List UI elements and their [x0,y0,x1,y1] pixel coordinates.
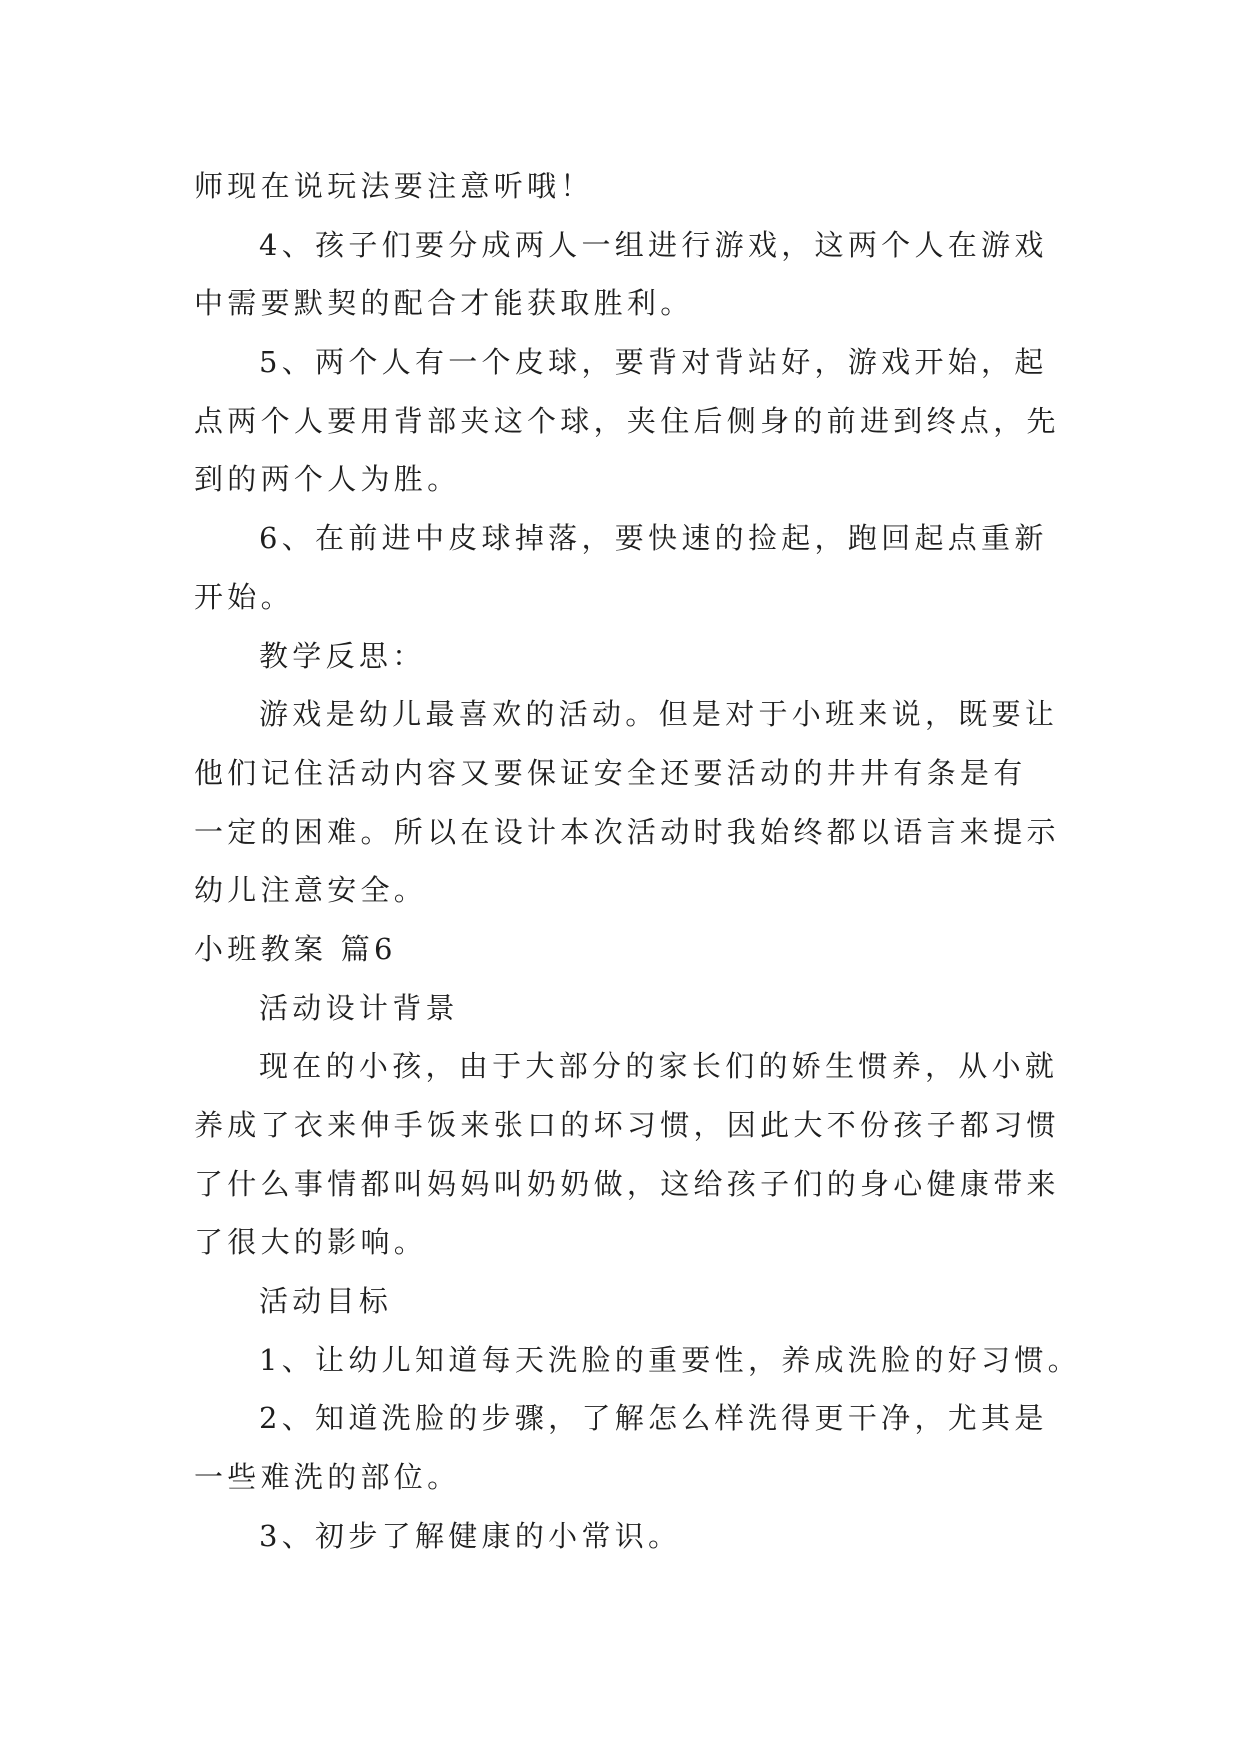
section-heading-text: 小班教案 篇6 [194,931,397,966]
paragraph-line: 到的两个人为胜。 [194,462,461,497]
paragraph-goal-3 [194,1507,1094,1566]
paragraph-line: 了什么事情都叫妈妈叫奶奶做，这给孩子们的身心健康带来 [194,1166,1060,1201]
paragraph-rule-5 [194,333,1094,509]
paragraph-line: 1、让幼儿知道每天洗脸的重要性，养成洗脸的好习惯。 [259,1342,1081,1377]
subheading-goals [194,1272,1094,1331]
subheading-text: 活动设计背景 [259,990,459,1025]
paragraph-background [194,1037,1094,1272]
paragraph-rule-6 [194,509,1094,626]
paragraph-goal-2 [194,1389,1094,1506]
subheading-background [194,979,1094,1038]
paragraph-line: 了很大的影响。 [194,1225,428,1260]
paragraph-line: 师现在说玩法要注意听哦！ [194,169,594,203]
paragraph-line: 5、两个人有一个皮球，要背对背站好，游戏开始，起 [259,345,1048,380]
paragraph-line: 一定的困难。所以在设计本次活动时我始终都以语言来提示 [194,814,1060,849]
section-heading [194,920,1094,979]
paragraph-line: 他们记住活动内容又要保证安全还要活动的井井有条是有 [194,755,1027,790]
paragraph-line: 开始。 [194,579,294,614]
paragraph-goal-1 [194,1331,1094,1390]
paragraph-line: 中需要默契的配合才能获取胜利。 [194,286,694,321]
document-body [194,157,1094,1566]
paragraph-line: 游戏是幼儿最喜欢的活动。但是对于小班来说，既要让 [259,697,1059,732]
paragraph-line: 点两个人要用背部夹这个球，夹住后侧身的前进到终点，先 [194,403,1060,438]
paragraph-line: 养成了衣来伸手饭来张口的坏习惯，因此大不份孩子都习惯 [194,1108,1060,1142]
paragraph-continuation [194,157,1094,216]
paragraph-line: 2、知道洗脸的步骤，了解怎么样洗得更干净，尤其是 [259,1401,1048,1436]
subheading-reflection [194,627,1094,686]
paragraph-line: 幼儿注意安全。 [194,873,428,908]
subheading-text: 教学反思： [259,638,426,673]
paragraph-line: 现在的小孩，由于大部分的家长们的娇生惯养，从小就 [259,1049,1059,1084]
paragraph-line: 4、孩子们要分成两人一组进行游戏，这两个人在游戏 [259,227,1048,262]
subheading-text: 活动目标 [259,1284,393,1319]
paragraph-line: 6、在前进中皮球掉落，要快速的捡起，跑回起点重新 [259,521,1048,556]
paragraph-rule-4 [194,216,1094,333]
paragraph-line: 3、初步了解健康的小常识。 [259,1518,682,1553]
paragraph-line: 一些难洗的部位。 [194,1460,461,1495]
paragraph-reflection [194,685,1094,920]
